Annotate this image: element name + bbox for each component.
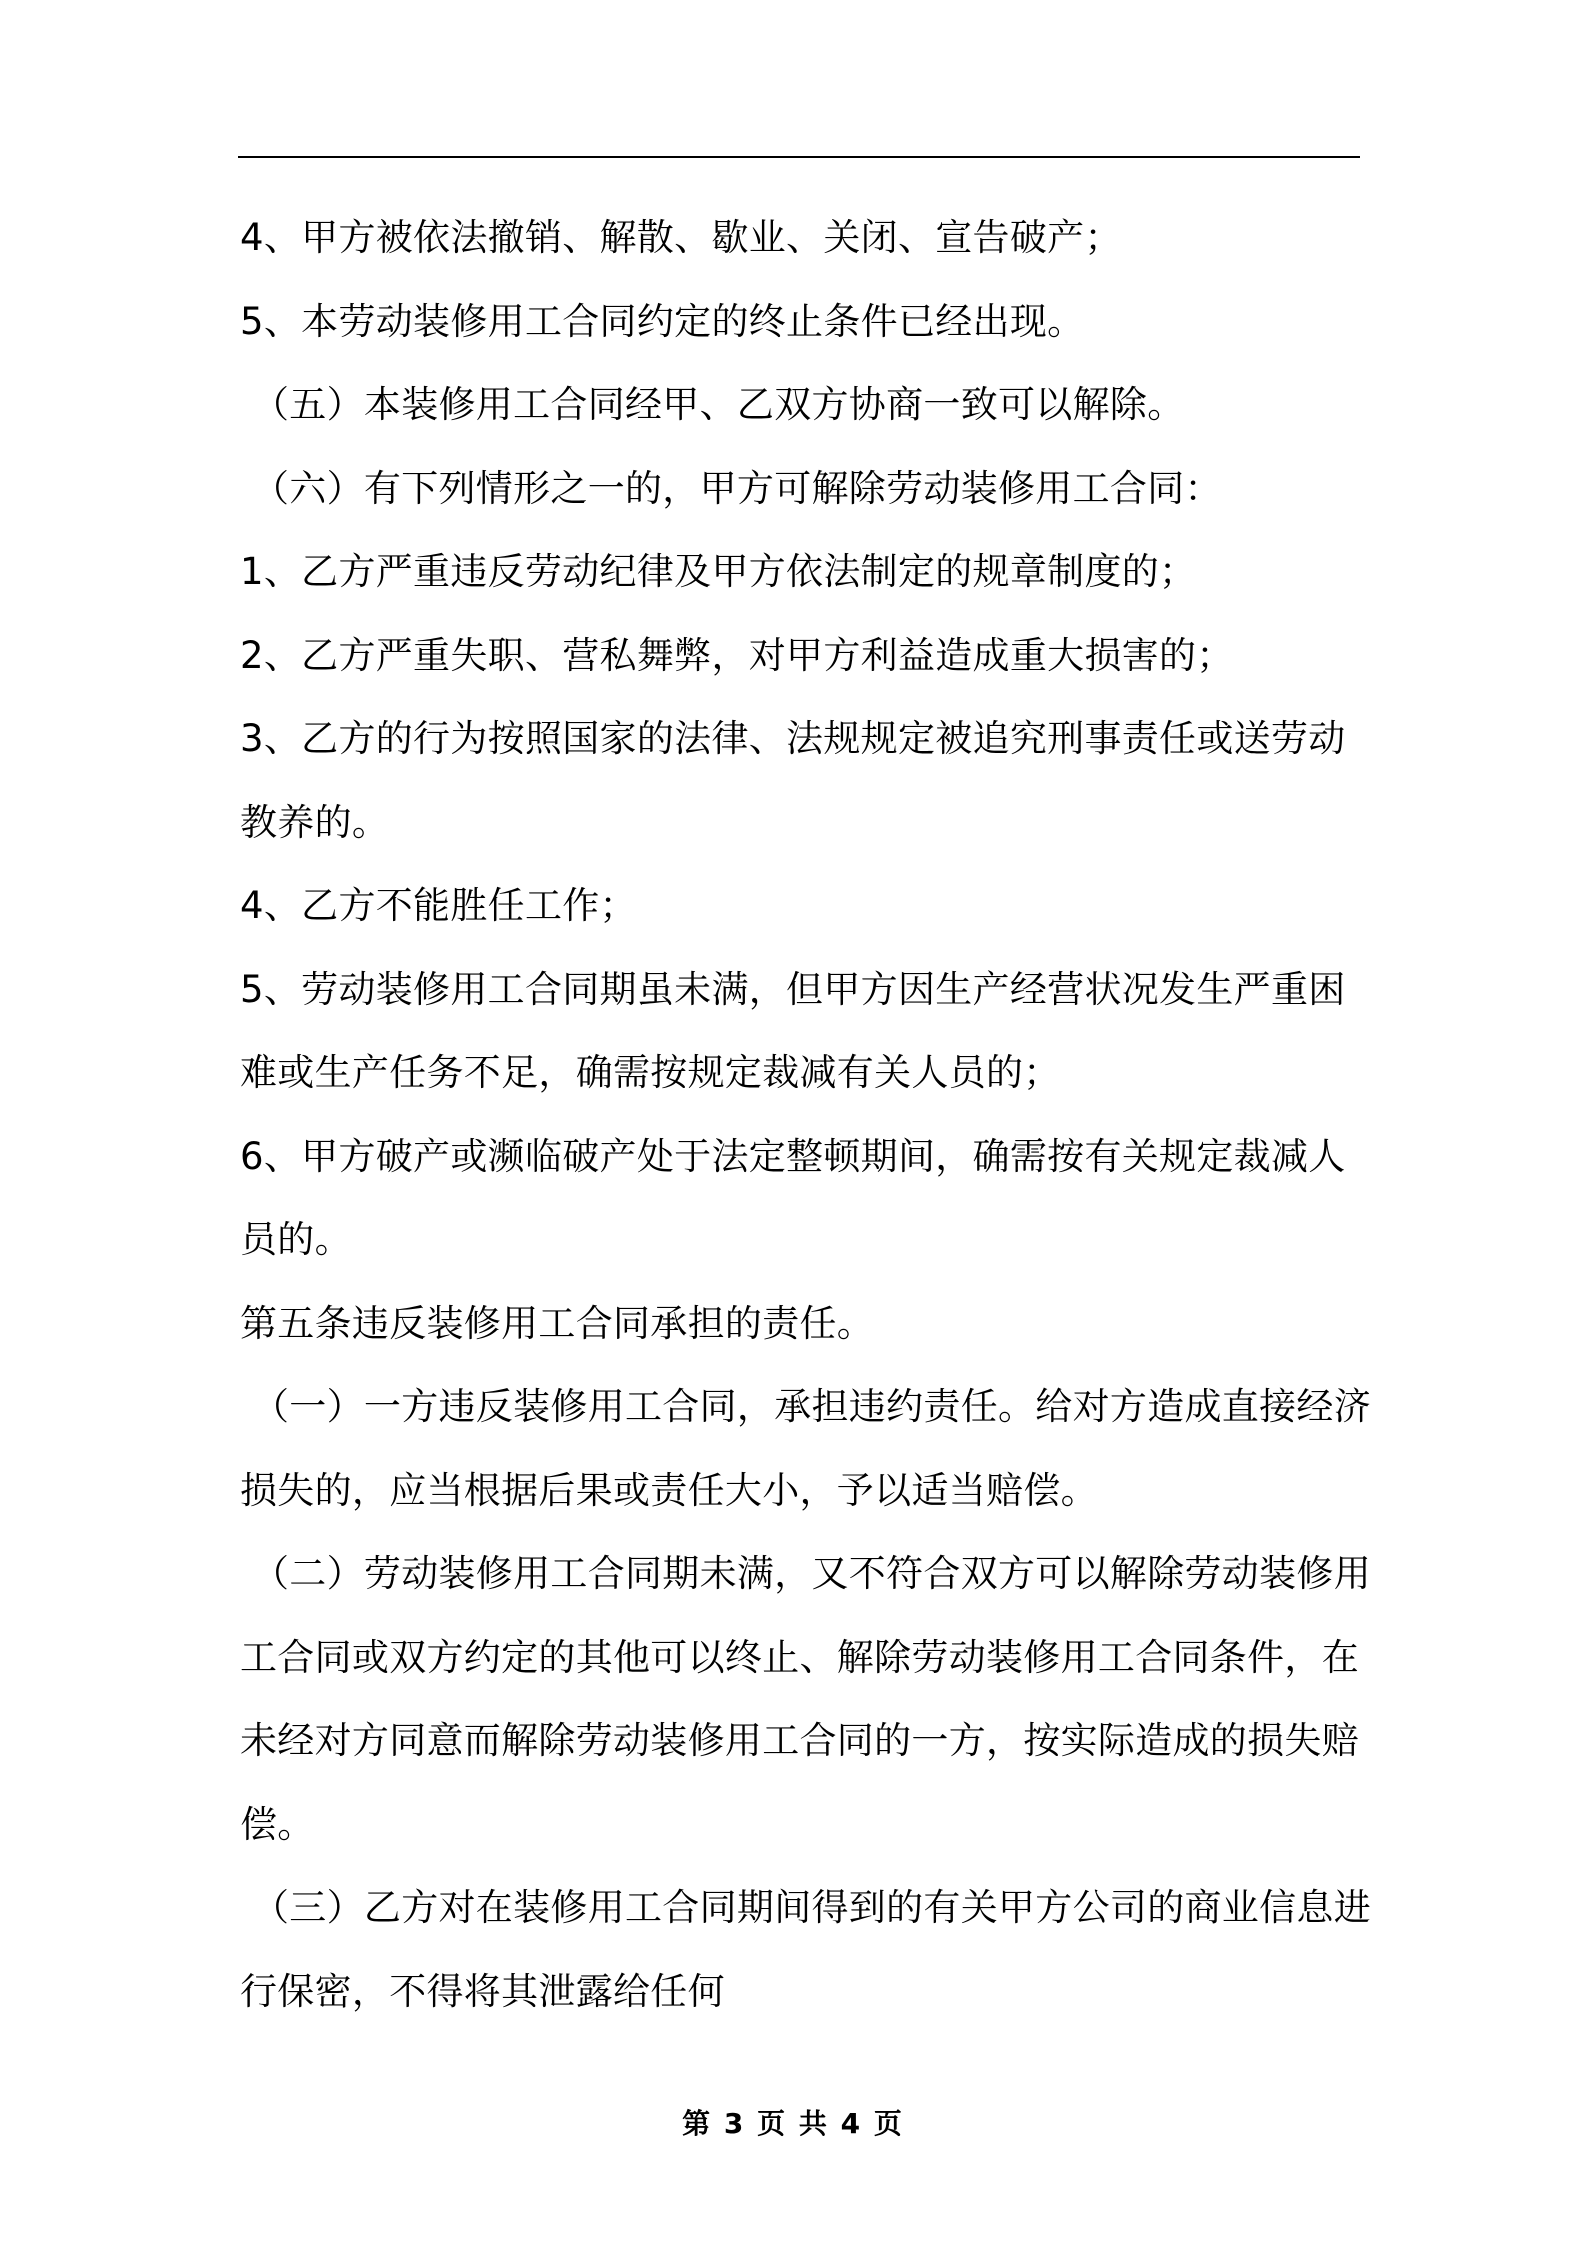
text-line: （三）乙方对在装修用工合同期间得到的有关甲方公司的商业信息进 [252, 1886, 1371, 1929]
text-line: 5、劳动装修用工合同期虽未满，但甲方因生产经营状况发生严重困 [240, 967, 1346, 1011]
header-divider [238, 156, 1360, 158]
text-line: （五）本装修用工合同经甲、乙双方协商一致可以解除。 [252, 383, 1185, 426]
text-line: 4、乙方不能胜任工作； [240, 884, 637, 927]
text-line: 2、乙方严重失职、营私舞弊，对甲方利益造成重大损害的； [240, 633, 1234, 677]
document-body [240, 196, 1371, 2033]
text-line: 难或生产任务不足，确需按规定裁减有关人员的； [240, 1051, 1061, 1094]
text-line: 6、甲方破产或濒临破产处于法定整顿期间，确需按有关规定裁减人 [240, 1134, 1346, 1178]
page-number: 第 3 页 共 4 页 [682, 2107, 904, 2140]
text-line: （一）一方违反装修用工合同，承担违约责任。给对方造成直接经济 [252, 1385, 1371, 1428]
text-line: 未经对方同意而解除劳动装修用工合同的一方，按实际造成的损失赔 [240, 1719, 1359, 1762]
text-line: 1、乙方严重违反劳动纪律及甲方依法制定的规章制度的； [240, 550, 1197, 593]
text-line: 4、甲方被依法撤销、解散、歇业、关闭、宣告破产； [240, 216, 1122, 259]
text-line: （二）劳动装修用工合同期未满，又不符合双方可以解除劳动装修用 [252, 1552, 1371, 1595]
text-line: 员的。 [240, 1218, 352, 1261]
text-line: 损失的，应当根据后果或责任大小，予以适当赔偿。 [240, 1468, 1098, 1512]
section-heading: 第五条违反装修用工合同承担的责任。 [240, 1301, 875, 1345]
text-line: 教养的。 [240, 800, 390, 844]
text-line: 偿。 [240, 1802, 315, 1846]
text-line: 行保密，不得将其泄露给任何 [240, 1969, 725, 2013]
text-line: 3、乙方的行为按照国家的法律、法规规定被追究刑事责任或送劳动 [240, 717, 1346, 760]
text-line: （六）有下列情形之一的，甲方可解除劳动装修用工合同： [252, 466, 1222, 510]
text-line: 工合同或双方约定的其他可以终止、解除劳动装修用工合同条件，在 [240, 1635, 1359, 1679]
text-line: 5、本劳动装修用工合同约定的终止条件已经出现。 [240, 299, 1085, 343]
